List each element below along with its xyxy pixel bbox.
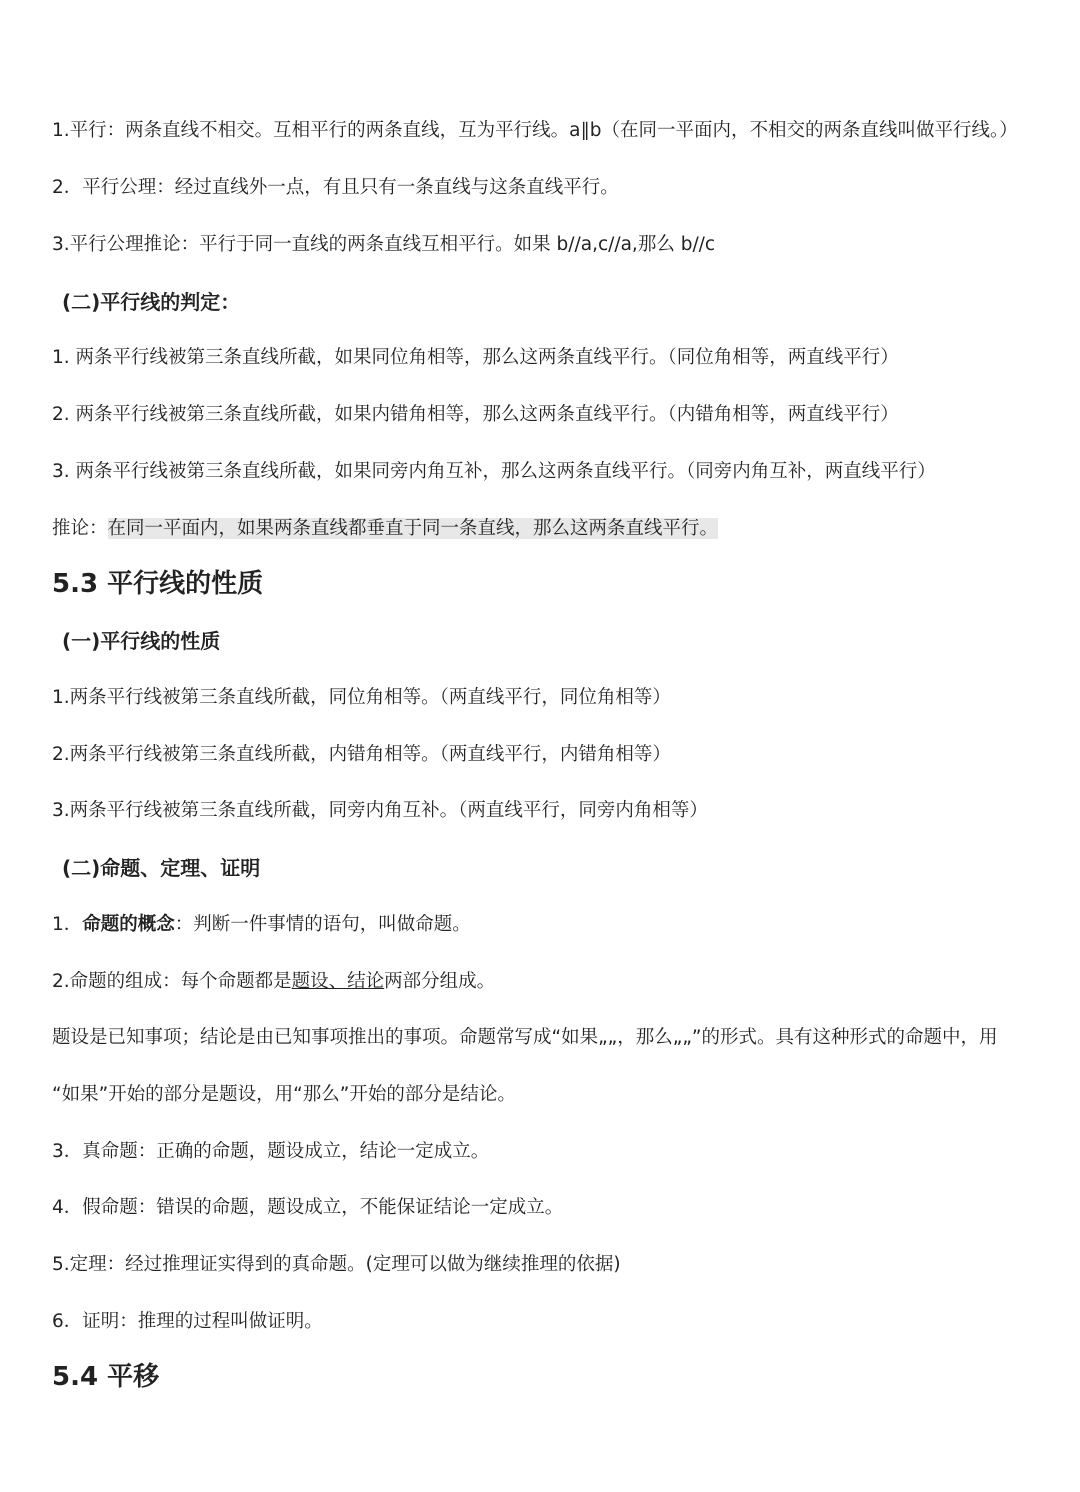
parallel-axiom: 2．平行公理：经过直线外一点，有且只有一条直线与这条直线平行。	[52, 177, 619, 198]
judgement-rule-2: 2. 两条平行线被第三条直线所截，如果内错角相等，那么这两条直线平行。（内错角相等，两直线平行）	[52, 404, 899, 425]
composition-explanation-1: 题设是已知事项；结论是由已知事项推出的事项。命题常写成“如果„„，那么„„”的形式。具有这种形式的命题中，用	[52, 1027, 998, 1048]
judgement-corollary	[52, 515, 718, 543]
proposition-concept-term: 命题的概念	[82, 914, 175, 935]
judgement-rule-3: 3. 两条平行线被第三条直线所截，如果同旁内角互补，那么这两条直线平行。（同旁内角互补，两直线平行）	[52, 461, 936, 482]
parallel-definition: 1.平行：两条直线不相交。互相平行的两条直线，互为平行线。a∥b（在同一平面内，不相交的两条直线叫做平行线。）	[52, 120, 1018, 141]
composition-prefix: 2.命题的组成：每个命题都是	[52, 971, 292, 992]
proposition-composition	[52, 968, 495, 996]
section-5-3-title: 5.3 平行线的性质	[52, 569, 264, 599]
property-2: 2.两条平行线被第三条直线所截，内错角相等。（两直线平行，内错角相等）	[52, 744, 671, 765]
proof-definition: 6．证明：推理的过程叫做证明。	[52, 1311, 323, 1332]
property-1: 1.两条平行线被第三条直线所截，同位角相等。（两直线平行，同位角相等）	[52, 687, 671, 708]
parallel-axiom-corollary: 3.平行公理推论：平行于同一直线的两条直线互相平行。如果 b//a,c//a,那么 b//c	[52, 234, 716, 255]
corollary-text-highlighted: 在同一平面内，如果两条直线都垂直于同一条直线，那么这两条直线平行。	[107, 518, 719, 539]
composition-underlined-terms: 题设、结论	[291, 971, 385, 992]
theorem-definition: 5.定理：经过推理证实得到的真命题。(定理可以做为继续推理的依据)	[52, 1254, 621, 1275]
judgement-heading: (二)平行线的判定：	[62, 290, 241, 314]
corollary-label: 推论：	[52, 518, 108, 539]
judgement-rule-1: 1. 两条平行线被第三条直线所截，如果同位角相等，那么这两条直线平行。（同位角相等，两直线平行）	[52, 347, 899, 368]
composition-explanation-2: “如果”开始的部分是题设，用“那么”开始的部分是结论。	[52, 1084, 516, 1105]
proposition-concept-text: ：判断一件事情的语句，叫做命题。	[174, 914, 471, 935]
proposition-heading: (二)命题、定理、证明	[62, 856, 261, 880]
proposition-concept-number: 1．	[52, 914, 83, 935]
true-proposition: 3．真命题：正确的命题，题设成立，结论一定成立。	[52, 1141, 490, 1162]
composition-rest: 两部分组成。	[384, 971, 496, 992]
properties-heading: (一)平行线的性质	[62, 629, 221, 653]
proposition-concept	[52, 911, 471, 939]
property-3: 3.两条平行线被第三条直线所截，同旁内角互补。（两直线平行，同旁内角相等）	[52, 800, 708, 821]
section-5-4-title: 5.4 平移	[52, 1362, 160, 1392]
false-proposition: 4．假命题：错误的命题，题设成立，不能保证结论一定成立。	[52, 1197, 564, 1218]
